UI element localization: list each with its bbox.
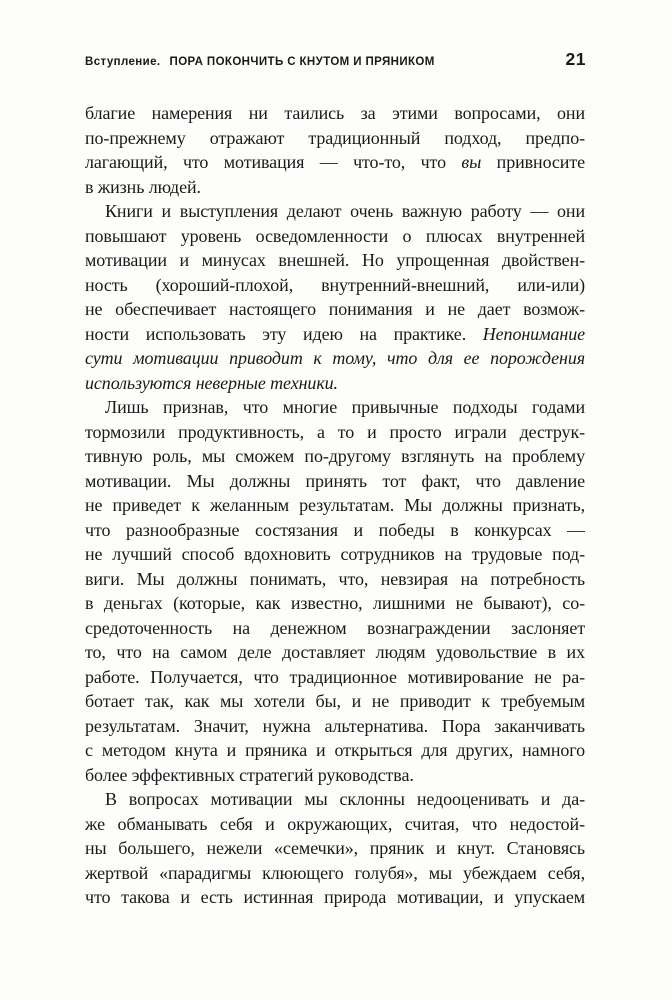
text-line (85, 542, 585, 567)
text-line (85, 395, 585, 420)
text-line (85, 861, 585, 886)
text-line (85, 567, 585, 592)
text-segment: то, что на самом деле доставляет людям удовольствие в их (85, 642, 585, 662)
text-line (85, 665, 585, 690)
italic-text-segment: сути мотивации приводит к тому, что для ее порождения (85, 348, 585, 368)
text-segment: Лишь признав, что многие привычные подходы годами (105, 397, 585, 417)
text-segment: не лучший способ вдохновить сотрудников на трудовые под- (85, 544, 585, 564)
text-line (85, 591, 585, 616)
text-segment: мотивации и минусах внешней. Но упрощенная двойствен- (85, 250, 585, 270)
text-line (85, 616, 585, 641)
paragraph (85, 787, 585, 910)
chapter-label: Вступление. (85, 56, 161, 68)
text-segment: в деньгах (которые, как известно, лишними не бывают), со- (85, 593, 585, 613)
text-line (85, 199, 585, 224)
text-segment: Книги и выступления делают очень важную работу — они (105, 201, 585, 221)
text-line (85, 787, 585, 812)
text-line (85, 346, 585, 371)
text-segment: в жизнь людей. (85, 176, 201, 197)
italic-text-segment: вы (461, 152, 482, 172)
text-segment: В вопросах мотивации мы склонны недооценивать и да- (105, 789, 585, 809)
text-segment: по-прежнему отражают традиционный подход, предпо- (85, 127, 585, 148)
text-segment: ность (хороший-плохой, внутренний-внешний, или-или) (85, 274, 585, 295)
text-line (85, 763, 585, 788)
text-segment: лагающий, что мотивация — что-то, что (85, 152, 462, 172)
text-segment: ны большего, нежели «семечки», пряник и кнут. Становясь (85, 838, 585, 858)
page-header (85, 49, 586, 70)
text-segment: мотивации. Мы должны принять тот факт, что давление (85, 470, 585, 491)
text-line (85, 175, 585, 200)
text-line (85, 812, 585, 837)
text-segment: благие намерения ни таились за этими вопросами, они (85, 103, 585, 123)
text-line (85, 738, 585, 763)
text-line (85, 420, 585, 445)
paragraph (85, 395, 585, 787)
text-line (85, 101, 585, 126)
italic-text-segment: Непонимание (482, 323, 585, 344)
text-line (85, 371, 585, 396)
text-block (85, 101, 585, 910)
text-line (85, 885, 585, 910)
text-segment: результатам. Значит, нужна альтернатива. Пора заканчивать (85, 715, 585, 736)
text-segment: что разнообразные состязания и победы в конкурсах — (85, 519, 585, 540)
text-line (85, 469, 585, 494)
text-line (85, 444, 585, 469)
text-segment: с методом кнута и пряника и открыться для других, намного (85, 740, 585, 760)
text-segment: тивную роль, мы сможем по-другому взглянуть на проблему (85, 446, 585, 466)
text-line (85, 493, 585, 518)
text-segment: более эффективных стратегий руководства. (85, 764, 414, 785)
text-segment: не приведет к желанным результатам. Мы должны признать, (85, 495, 585, 515)
text-line (85, 518, 585, 543)
text-segment: же обманывать себя и окружающих, считая, что недостой- (85, 813, 585, 834)
text-segment: повышают уровень осведомленности о плюсах внутренней (85, 225, 585, 246)
text-line (85, 322, 585, 347)
text-line (85, 297, 585, 322)
paragraph (85, 199, 585, 395)
text-segment: жертвой «парадигмы клюющего голубя», мы убеждаем себя, (85, 862, 585, 883)
text-segment: виги. Мы должны понимать, что, невзирая на потребность (85, 568, 585, 589)
page-number: 21 (565, 49, 586, 69)
text-line (85, 640, 585, 665)
text-segment: что такова и есть истинная природа мотивации, и упускаем (85, 887, 585, 907)
text-segment: не обеспечивает настоящего понимания и не дает возмож- (85, 299, 585, 319)
chapter-title: ПОРА ПОКОНЧИТЬ С КНУТОМ И ПРЯНИКОМ (169, 56, 435, 68)
text-segment: средоточенность на денежном вознаграждении заслоняет (85, 617, 585, 638)
text-line (85, 126, 585, 151)
text-segment: ботает так, как мы хотели бы, и не приводит к требуемым (85, 691, 585, 711)
text-line (85, 714, 585, 739)
italic-text-segment: используются неверные техники. (85, 372, 338, 393)
text-line (85, 273, 585, 298)
text-segment: привносите (481, 152, 585, 172)
text-line (85, 836, 585, 861)
running-head-text (85, 56, 435, 68)
paragraph (85, 101, 585, 199)
text-line (85, 248, 585, 273)
text-segment: ности использовать эту идею на практике. (85, 323, 483, 344)
text-segment: тормозили продуктивность, а то и просто играли деструк- (85, 421, 585, 442)
text-line (85, 224, 585, 249)
text-segment: работе. Получается, что традиционное мотивирование не ра- (85, 666, 585, 687)
text-line (85, 150, 585, 175)
text-line (85, 689, 585, 714)
